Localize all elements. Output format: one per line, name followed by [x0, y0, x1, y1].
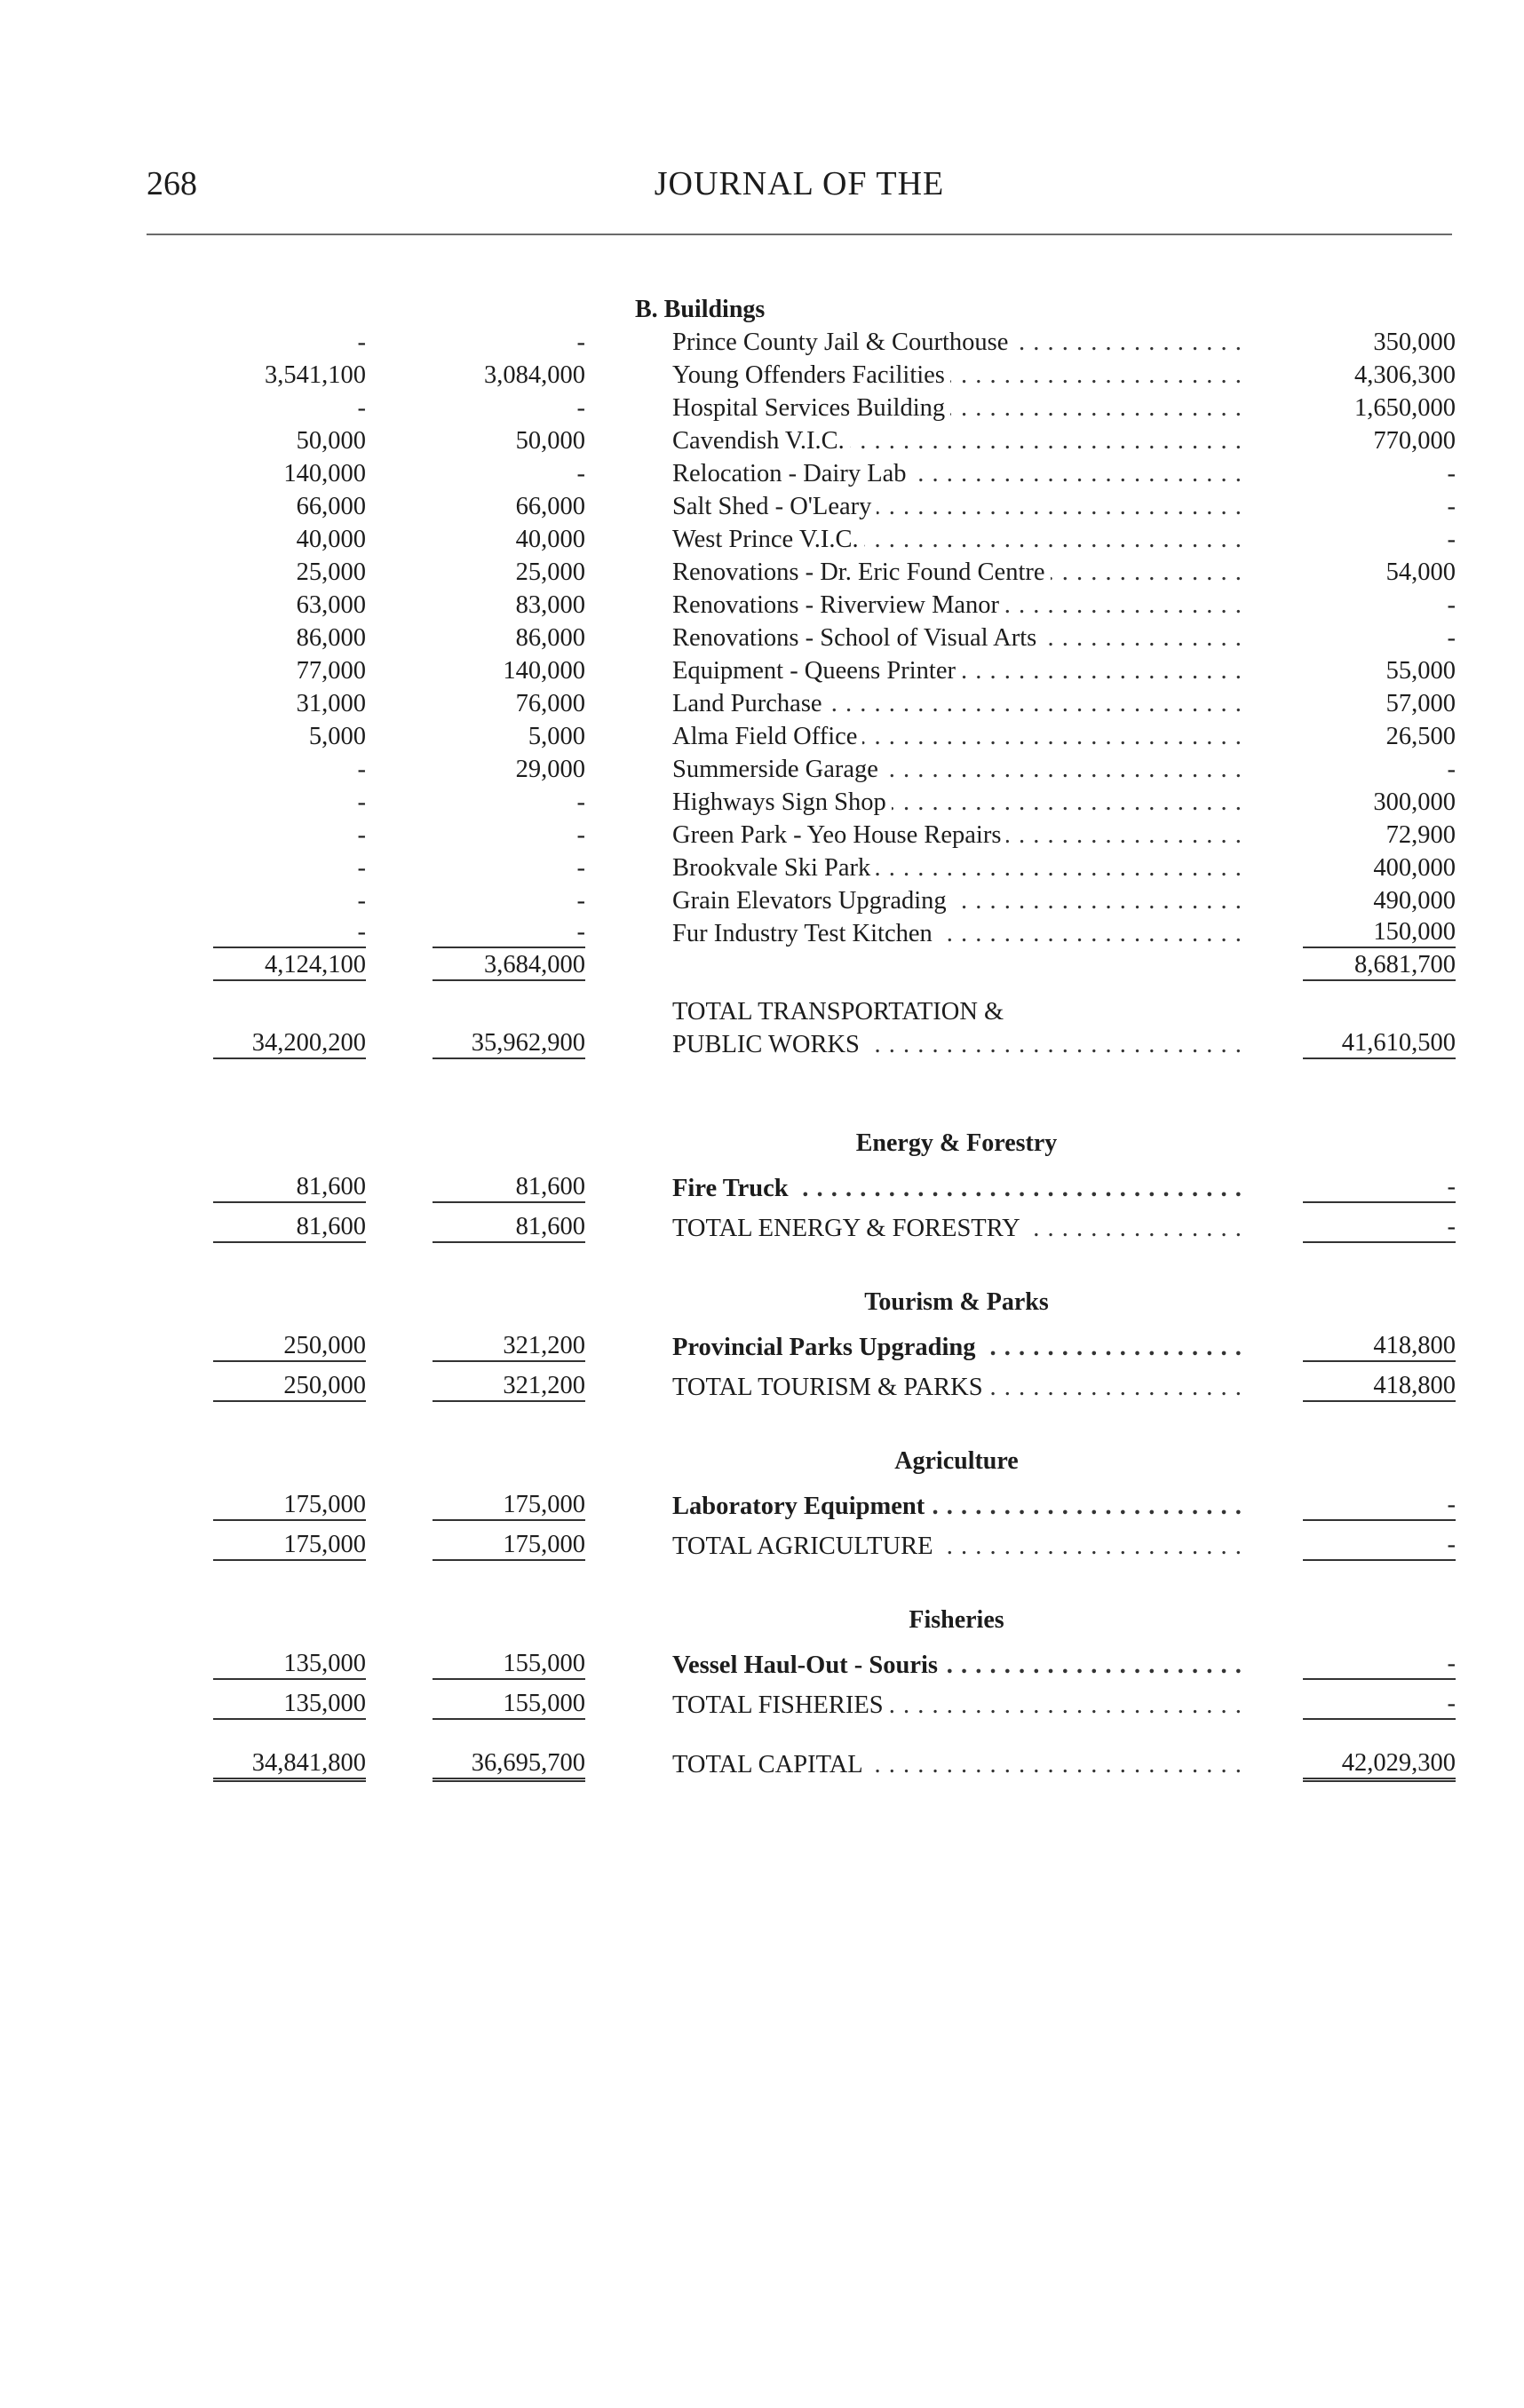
- agriculture-item-col2: 175,000: [433, 1490, 585, 1521]
- agriculture-item-row: [0, 1490, 1524, 1523]
- table-row: [0, 490, 1524, 523]
- row-col2: -: [576, 788, 585, 816]
- table-row: [0, 523, 1524, 556]
- fisheries-item-row: [0, 1649, 1524, 1682]
- subtotal-col1: 4,124,100: [213, 950, 366, 981]
- tourism-total-col2: 321,200: [433, 1371, 585, 1402]
- grand-total-col2: 36,695,700: [433, 1748, 585, 1782]
- row-col4: 55,000: [1385, 657, 1456, 685]
- row-col4: 770,000: [1373, 427, 1456, 455]
- row-col1: 3,541,100: [265, 361, 366, 389]
- table-row: [0, 556, 1524, 589]
- fisheries-heading: Fisheries: [909, 1606, 1004, 1634]
- fisheries-item-label: Vessel Haul-Out - Souris . . .: [672, 1649, 1241, 1682]
- subtotal-col4: 8,681,700: [1303, 950, 1456, 981]
- row-col2: -: [576, 460, 585, 487]
- transport-total-label-row: [0, 995, 1524, 1028]
- row-col2: 50,000: [515, 427, 585, 455]
- row-col1: 25,000: [296, 558, 366, 586]
- row-label: Grain Elevators Upgrading . . .: [672, 884, 1241, 917]
- row-col1: 50,000: [296, 427, 366, 455]
- row-col4: 26,500: [1385, 723, 1456, 750]
- row-col1: -: [357, 329, 366, 356]
- tourism-total-col4: 418,800: [1303, 1371, 1456, 1402]
- transport-total-col2: 35,962,900: [433, 1028, 585, 1059]
- row-col1: 77,000: [296, 657, 366, 685]
- agriculture-total-col4: -: [1303, 1530, 1456, 1561]
- table-row: [0, 917, 1524, 950]
- tourism-item-col1: 250,000: [213, 1331, 366, 1362]
- row-col4: 150,000: [1303, 917, 1456, 948]
- row-col4: 1,650,000: [1354, 394, 1456, 422]
- row-label: Equipment - Queens Printer . . .: [672, 654, 1241, 687]
- energy-item-col2: 81,600: [433, 1172, 585, 1203]
- energy-total-col1: 81,600: [213, 1212, 366, 1243]
- transport-total-col1: 34,200,200: [213, 1028, 366, 1059]
- row-col4: 57,000: [1385, 690, 1456, 717]
- tourism-heading-row: [0, 1286, 1524, 1319]
- row-col2: -: [576, 854, 585, 882]
- running-title: JOURNAL OF THE: [654, 165, 945, 202]
- subtotal-col2: 3,684,000: [433, 950, 585, 981]
- energy-item-col1: 81,600: [213, 1172, 366, 1203]
- table-row: [0, 720, 1524, 753]
- row-label: Brookvale Ski Park . . .: [672, 852, 1241, 884]
- energy-total-label: TOTAL ENERGY & FORESTRY . . .: [672, 1212, 1241, 1245]
- row-col2: 40,000: [515, 526, 585, 553]
- agriculture-item-label: Laboratory Equipment . . .: [672, 1490, 1241, 1523]
- row-label: Renovations - Dr. Eric Found Centre . . .: [672, 556, 1241, 589]
- transport-total-label-line2: PUBLIC WORKS . . .: [672, 1028, 1241, 1061]
- row-col1: 31,000: [296, 690, 366, 717]
- energy-item-label: Fire Truck . . .: [672, 1172, 1241, 1205]
- row-col1: -: [357, 756, 366, 783]
- fisheries-total-col2: 155,000: [433, 1689, 585, 1720]
- row-col4: 490,000: [1373, 887, 1456, 915]
- page-header: [147, 164, 1452, 209]
- table-row: [0, 622, 1524, 654]
- row-col2: 86,000: [515, 624, 585, 652]
- row-label: Highways Sign Shop . . .: [672, 786, 1241, 819]
- tourism-item-label: Provincial Parks Upgrading . . .: [672, 1331, 1241, 1364]
- row-label: Green Park - Yeo House Repairs . . .: [672, 819, 1241, 852]
- table-row: [0, 687, 1524, 720]
- grand-total-col4: 42,029,300: [1303, 1748, 1456, 1782]
- fisheries-total-col1: 135,000: [213, 1689, 366, 1720]
- row-col1: -: [357, 887, 366, 915]
- capital-table: [0, 293, 1524, 1781]
- tourism-total-label: TOTAL TOURISM & PARKS . . .: [672, 1371, 1241, 1404]
- row-label: Hospital Services Building . . .: [672, 392, 1241, 424]
- table-row: [0, 852, 1524, 884]
- energy-item-row: [0, 1172, 1524, 1205]
- row-col1: 5,000: [308, 723, 366, 750]
- row-col4: 300,000: [1373, 788, 1456, 816]
- row-col4: -: [1447, 756, 1456, 783]
- table-row: [0, 424, 1524, 457]
- row-col4: 4,306,300: [1354, 361, 1456, 389]
- row-col1: 63,000: [296, 591, 366, 619]
- row-col1: -: [357, 854, 366, 882]
- row-col4: 72,900: [1385, 821, 1456, 849]
- row-col4: -: [1447, 460, 1456, 487]
- table-row: [0, 819, 1524, 852]
- row-col1: 66,000: [296, 493, 366, 520]
- agriculture-total-col2: 175,000: [433, 1530, 585, 1561]
- row-col4: -: [1447, 591, 1456, 619]
- grand-total-label: TOTAL CAPITAL . . .: [672, 1748, 1241, 1781]
- row-col2: -: [576, 394, 585, 422]
- row-col1: -: [357, 821, 366, 849]
- fisheries-item-col4: -: [1303, 1649, 1456, 1680]
- tourism-heading: Tourism & Parks: [864, 1288, 1049, 1316]
- table-row: [0, 786, 1524, 819]
- row-col1: -: [357, 394, 366, 422]
- row-col2: 140,000: [503, 657, 585, 685]
- row-label: Relocation - Dairy Lab . . .: [672, 457, 1241, 490]
- row-label: Salt Shed - O'Leary . . .: [672, 490, 1241, 523]
- fisheries-total-row: [0, 1689, 1524, 1722]
- row-label: Renovations - School of Visual Arts . . .: [672, 622, 1241, 654]
- row-col1: 86,000: [296, 624, 366, 652]
- table-row: [0, 753, 1524, 786]
- transport-total-label-line1: TOTAL TRANSPORTATION &: [672, 995, 1241, 1028]
- fisheries-heading-row: [0, 1604, 1524, 1636]
- row-label: Young Offenders Facilities . . .: [672, 359, 1241, 392]
- agriculture-heading: Agriculture: [894, 1447, 1019, 1475]
- grand-total-col1: 34,841,800: [213, 1748, 366, 1782]
- row-label: Prince County Jail & Courthouse . . .: [672, 326, 1241, 359]
- header-rule: [147, 234, 1452, 235]
- buildings-heading: B. Buildings: [635, 296, 766, 323]
- fisheries-item-col1: 135,000: [213, 1649, 366, 1680]
- row-col2: 29,000: [515, 756, 585, 783]
- fisheries-item-col2: 155,000: [433, 1649, 585, 1680]
- energy-total-col2: 81,600: [433, 1212, 585, 1243]
- row-col2: 66,000: [515, 493, 585, 520]
- table-row: [0, 884, 1524, 917]
- row-col4: 400,000: [1373, 854, 1456, 882]
- table-row: [0, 392, 1524, 424]
- row-col4: -: [1447, 624, 1456, 652]
- row-col1: -: [357, 788, 366, 816]
- table-row: [0, 326, 1524, 359]
- row-label: Cavendish V.I.C. . . .: [672, 424, 1241, 457]
- tourism-total-col1: 250,000: [213, 1371, 366, 1402]
- energy-heading-row: [0, 1127, 1524, 1160]
- agriculture-total-row: [0, 1530, 1524, 1563]
- agriculture-item-col1: 175,000: [213, 1490, 366, 1521]
- transport-total-row: [0, 1028, 1524, 1061]
- agriculture-total-label: TOTAL AGRICULTURE . . .: [672, 1530, 1241, 1563]
- tourism-item-row: [0, 1331, 1524, 1364]
- energy-item-col4: -: [1303, 1172, 1456, 1203]
- fisheries-total-label: TOTAL FISHERIES . . .: [672, 1689, 1241, 1722]
- page-number: 268: [147, 165, 197, 202]
- row-col4: -: [1447, 526, 1456, 553]
- row-col2: 83,000: [515, 591, 585, 619]
- section-heading-row: [0, 293, 1524, 326]
- grand-total-row: [0, 1748, 1524, 1781]
- row-label: Summerside Garage . . .: [672, 753, 1241, 786]
- row-col2: -: [576, 887, 585, 915]
- row-col1: -: [213, 917, 366, 948]
- row-col4: -: [1447, 493, 1456, 520]
- agriculture-total-col1: 175,000: [213, 1530, 366, 1561]
- row-col2: 3,084,000: [484, 361, 585, 389]
- table-row: [0, 359, 1524, 392]
- row-label: Alma Field Office . . .: [672, 720, 1241, 753]
- table-row: [0, 654, 1524, 687]
- tourism-total-row: [0, 1371, 1524, 1404]
- row-col4: 54,000: [1385, 558, 1456, 586]
- row-col1: 40,000: [296, 526, 366, 553]
- table-row: [0, 457, 1524, 490]
- agriculture-item-col4: -: [1303, 1490, 1456, 1521]
- fisheries-total-col4: -: [1303, 1689, 1456, 1720]
- row-col2: -: [576, 821, 585, 849]
- row-label: West Prince V.I.C. . . .: [672, 523, 1241, 556]
- table-row: [0, 589, 1524, 622]
- row-label: Fur Industry Test Kitchen . . .: [672, 917, 1241, 950]
- row-col4: 350,000: [1373, 329, 1456, 356]
- row-label: Renovations - Riverview Manor . . .: [672, 589, 1241, 622]
- energy-total-row: [0, 1212, 1524, 1245]
- buildings-subtotal-row: [0, 950, 1524, 983]
- buildings-rows: [0, 326, 1524, 950]
- row-col2: -: [576, 329, 585, 356]
- row-col2: 25,000: [515, 558, 585, 586]
- transport-total-col4: 41,610,500: [1303, 1028, 1456, 1059]
- tourism-item-col2: 321,200: [433, 1331, 585, 1362]
- energy-total-col4: -: [1303, 1212, 1456, 1243]
- energy-heading: Energy & Forestry: [855, 1129, 1058, 1157]
- row-col2: -: [433, 917, 585, 948]
- row-col2: 5,000: [528, 723, 585, 750]
- agriculture-heading-row: [0, 1445, 1524, 1477]
- row-label: Land Purchase . . .: [672, 687, 1241, 720]
- row-col1: 140,000: [283, 460, 366, 487]
- tourism-item-col4: 418,800: [1303, 1331, 1456, 1362]
- row-col2: 76,000: [515, 690, 585, 717]
